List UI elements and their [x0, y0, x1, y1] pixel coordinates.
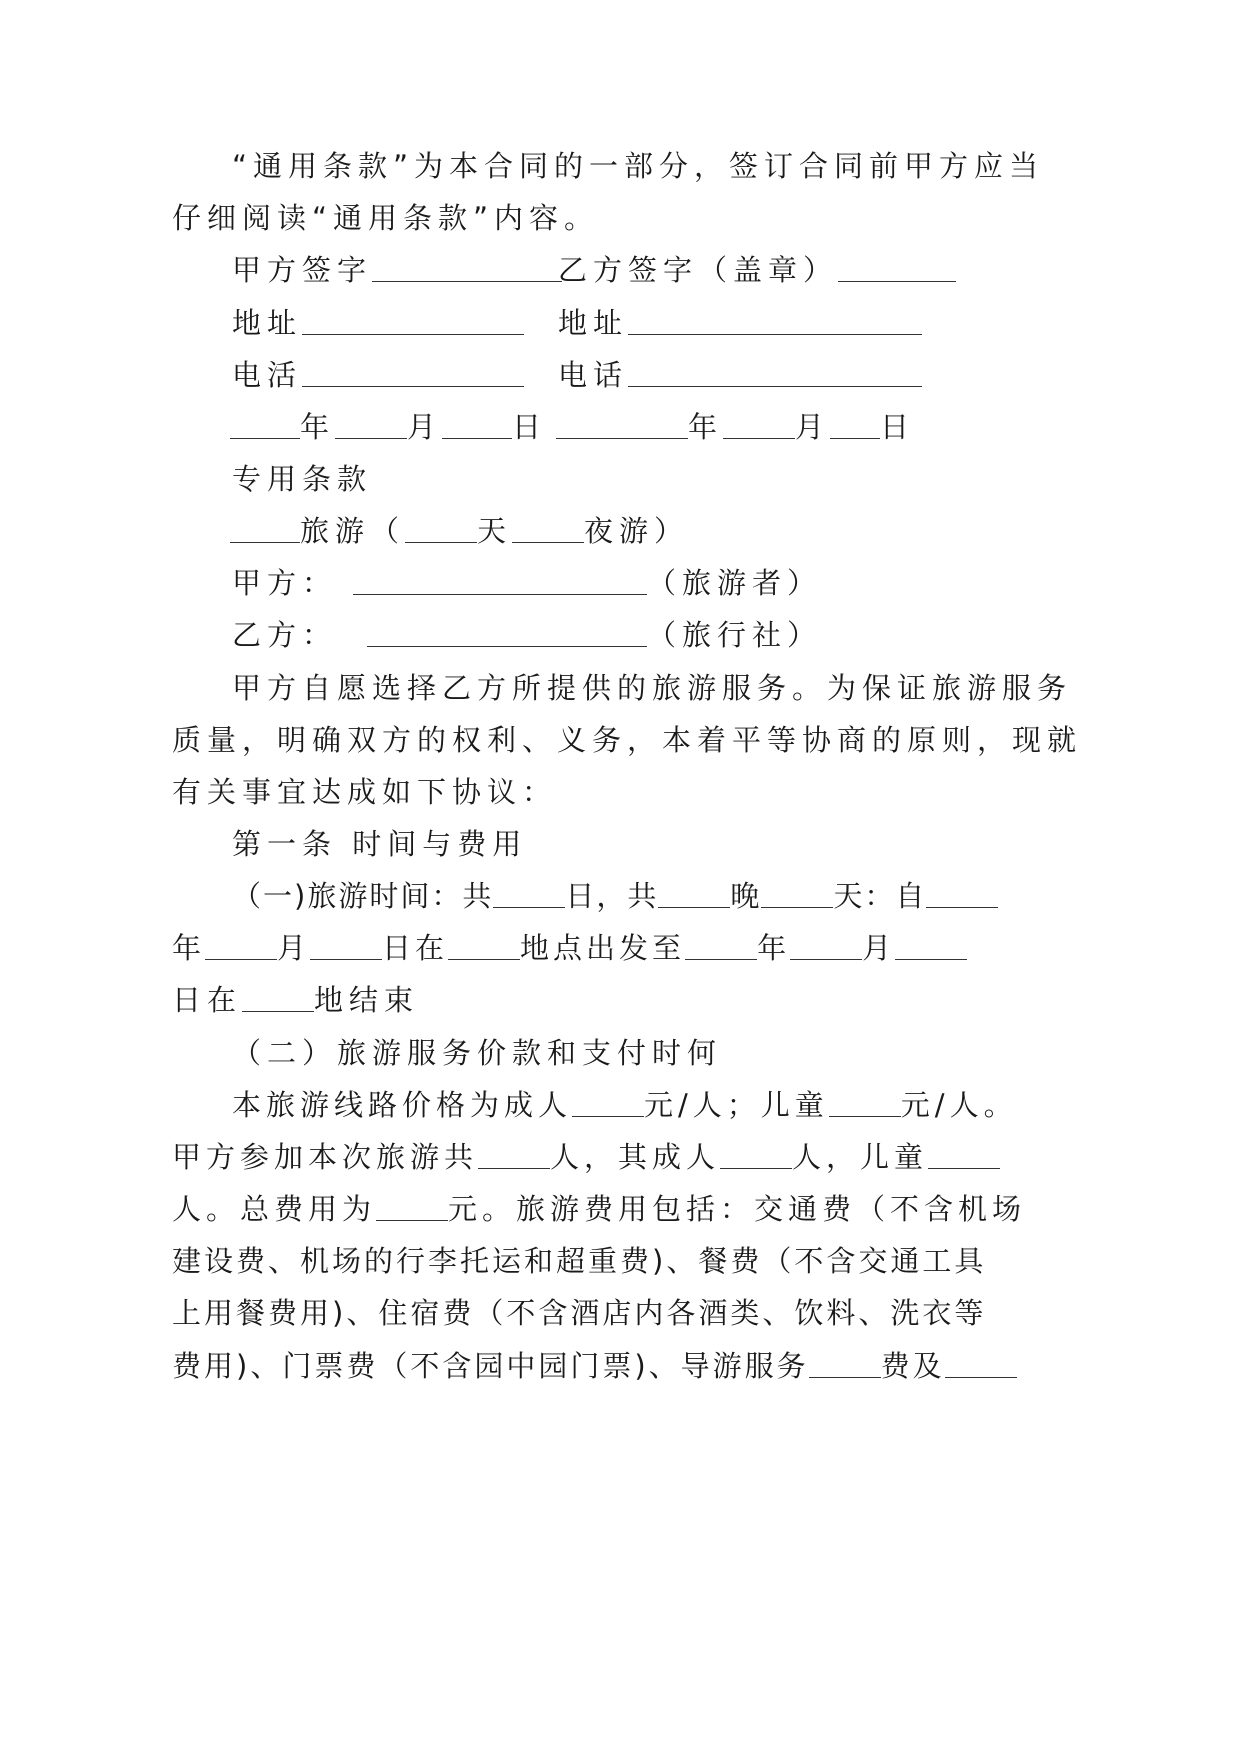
- total-start: 人。总费用为: [172, 1192, 377, 1226]
- time-tian-blank[interactable]: [761, 885, 833, 908]
- end-place-row: [172, 982, 419, 1018]
- time-nights-blank[interactable]: [658, 885, 730, 908]
- price-start: 本旅游线路价格为成人: [232, 1088, 573, 1122]
- month-label: 月: [795, 410, 831, 444]
- tour-nights-blank[interactable]: [512, 520, 584, 543]
- participants-child: 人，儿童: [792, 1140, 929, 1174]
- adult-price-blank[interactable]: [572, 1094, 644, 1117]
- sign-row-b: [558, 252, 956, 288]
- party-a-blank[interactable]: [353, 572, 647, 595]
- depart-place-blank[interactable]: [448, 937, 520, 960]
- phone-label-a: 电活: [232, 358, 303, 392]
- date-row-b: [556, 409, 915, 445]
- phone-blank-b[interactable]: [628, 364, 922, 387]
- address-row: [232, 305, 524, 341]
- address-blank-b[interactable]: [628, 312, 922, 335]
- yue-label: 月: [862, 931, 896, 965]
- date-day-blank-b[interactable]: [830, 416, 880, 439]
- intro-line-2: 仔细阅读“通用条款”内容。: [172, 201, 600, 235]
- nian-label: 年: [172, 931, 206, 965]
- party-a-label: 甲方：: [232, 566, 338, 600]
- phone-row-b: [558, 357, 922, 393]
- date-range-row: [172, 930, 967, 966]
- year-label: 年: [300, 410, 336, 444]
- party-a-note: （旅游者）: [647, 566, 823, 600]
- end-place-blank[interactable]: [242, 989, 314, 1012]
- party-a-row: [232, 565, 822, 601]
- party-b-blank[interactable]: [367, 624, 647, 647]
- year-label: 年: [688, 410, 724, 444]
- party-b-row: [232, 617, 822, 653]
- article1-heading: 第一条 时间与费用: [232, 827, 528, 861]
- day-label: 日: [512, 410, 548, 444]
- intro-line-1: “通用条款”为本合同的一部分，签订合同前甲方应当: [232, 149, 1045, 183]
- total-row: [172, 1191, 1026, 1227]
- day-label: 日: [880, 410, 916, 444]
- preamble-line-2: 质量，明确双方的权利、义务，本着平等协商的原则，现就: [172, 723, 1083, 757]
- time-from-blank[interactable]: [926, 885, 998, 908]
- time-day-label: 日，共: [565, 879, 659, 913]
- preamble-line-3: 有关事宜达成如下协议：: [172, 775, 558, 809]
- party-b-note: （旅行社）: [647, 618, 823, 652]
- preamble-line-1: 甲方自愿选择乙方所提供的旅游服务。为保证旅游服务: [232, 671, 1073, 705]
- fees-line-3: 上用餐费用)、住宿费（不含酒店内各酒类、饮料、洗衣等: [172, 1296, 987, 1330]
- end-month-blank[interactable]: [790, 937, 862, 960]
- month-label: 月: [407, 410, 443, 444]
- party-a-sign-blank[interactable]: [372, 259, 562, 282]
- time-from-label: 天：自: [833, 879, 927, 913]
- date-row-a: [230, 409, 547, 445]
- price-row: [232, 1087, 1018, 1123]
- total-includes: 元。旅游费用包括：交通费（不含机场: [448, 1192, 1027, 1226]
- tour-row: [230, 513, 689, 549]
- guide-fee-blank[interactable]: [809, 1355, 881, 1378]
- price-mid: 元/人；儿童: [644, 1088, 829, 1122]
- address-blank-a[interactable]: [302, 312, 524, 335]
- participants-row: [172, 1139, 1000, 1175]
- fees-line-4: [172, 1348, 1017, 1384]
- child-count-blank[interactable]: [928, 1146, 1000, 1169]
- end-year-blank[interactable]: [685, 937, 757, 960]
- nian-label: 年: [757, 931, 791, 965]
- sign-row: [232, 252, 562, 288]
- fees-line-4-mid: 费及: [880, 1349, 945, 1383]
- yue-label: 月: [277, 931, 311, 965]
- party-b-sign-blank[interactable]: [838, 259, 956, 282]
- date-day-blank-a[interactable]: [442, 416, 512, 439]
- start-day-blank[interactable]: [310, 937, 382, 960]
- party-b-sign-label: 乙方签字（盖章）: [558, 253, 839, 287]
- tour-night-label: 夜游）: [584, 514, 690, 548]
- phone-blank-a[interactable]: [302, 364, 524, 387]
- adult-count-blank[interactable]: [720, 1146, 792, 1169]
- time-label: （一)旅游时间：共: [232, 879, 494, 913]
- time-days-blank[interactable]: [493, 885, 565, 908]
- date-year-blank-b[interactable]: [556, 416, 688, 439]
- ri-at-label: 日在: [382, 931, 449, 965]
- phone-row: [232, 357, 524, 393]
- date-month-blank-b[interactable]: [723, 416, 795, 439]
- party-a-sign-label: 甲方签字: [232, 253, 373, 287]
- tour-days-blank[interactable]: [405, 520, 477, 543]
- special-terms-heading: 专用条款: [232, 462, 373, 496]
- participants-adult: 人，其成人: [550, 1140, 721, 1174]
- address-label-b: 地址: [558, 306, 629, 340]
- time-night-label: 晚: [730, 879, 762, 913]
- fees-line-2: 建设费、机场的行李托运和超重费)、餐费（不含交通工具: [172, 1244, 987, 1278]
- address-label-a: 地址: [232, 306, 303, 340]
- date-month-blank-a[interactable]: [335, 416, 407, 439]
- depart-label: 地点出发至: [520, 931, 686, 965]
- other-fee-blank[interactable]: [945, 1355, 1017, 1378]
- tour-day-label: 天: [477, 514, 513, 548]
- phone-label-b: 电话: [558, 358, 629, 392]
- time-row: [232, 878, 998, 914]
- child-price-blank[interactable]: [829, 1094, 901, 1117]
- end-day-blank[interactable]: [895, 937, 967, 960]
- start-month-blank[interactable]: [205, 937, 277, 960]
- total-fee-blank[interactable]: [376, 1198, 448, 1221]
- end-label: 地结束: [314, 983, 420, 1017]
- total-people-blank[interactable]: [478, 1146, 550, 1169]
- fees-line-4-start: 费用)、门票费（不含园中园门票)、导游服务: [172, 1349, 809, 1383]
- price-end: 元/人。: [900, 1088, 1018, 1122]
- date-year-blank-a[interactable]: [230, 416, 300, 439]
- address-row-b: [558, 305, 922, 341]
- party-b-label: 乙方：: [232, 618, 338, 652]
- participants-start: 甲方参加本次旅游共: [172, 1140, 479, 1174]
- ri-at-label: 日在: [172, 983, 243, 1017]
- tour-name-blank[interactable]: [230, 520, 300, 543]
- tour-label: 旅游（: [300, 514, 406, 548]
- price-heading: （二）旅游服务价款和支付时何: [232, 1036, 723, 1070]
